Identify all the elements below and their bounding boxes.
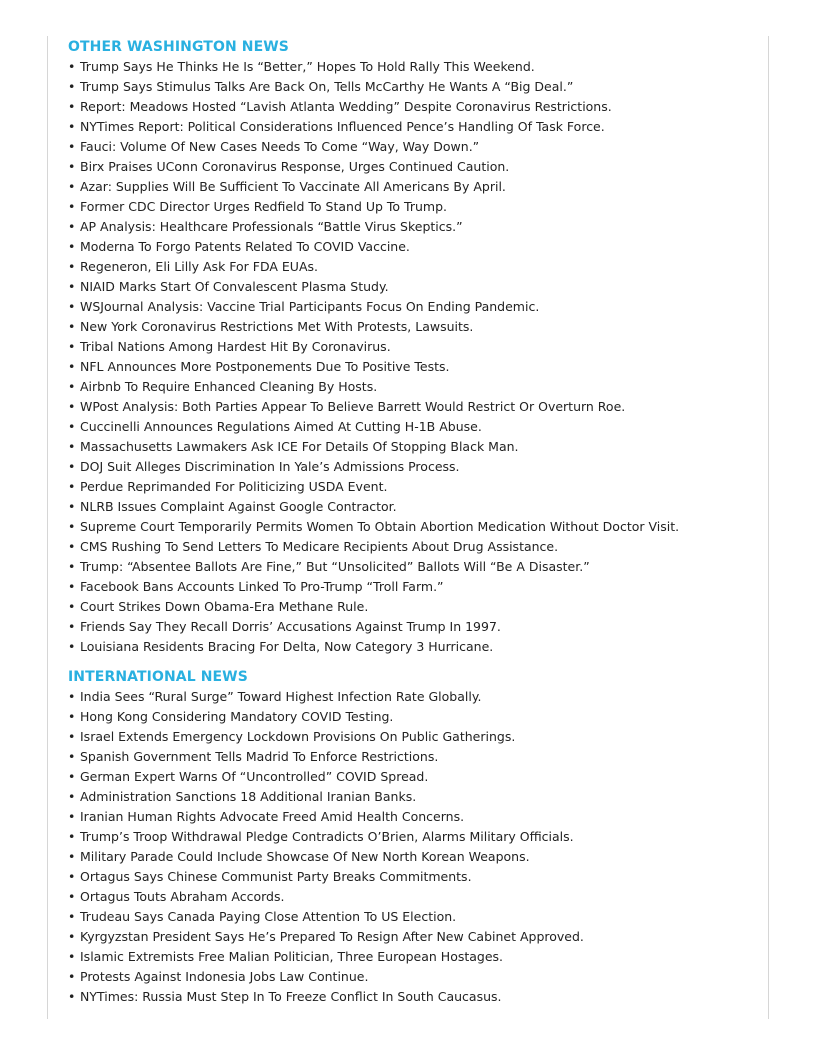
news-item-text: Friends Say They Recall Dorris’ Accusations Against Trump In 1997. [80, 619, 501, 634]
news-item-text: Airbnb To Require Enhanced Cleaning By Hosts. [80, 379, 378, 394]
news-item [68, 477, 763, 497]
news-item [68, 497, 763, 517]
news-item [68, 767, 763, 787]
bullet-icon: • [68, 279, 76, 294]
news-item [68, 97, 763, 117]
news-item-text: Ortagus Touts Abraham Accords. [80, 889, 285, 904]
news-content [68, 37, 763, 1007]
news-item-text: NFL Announces More Postponements Due To Positive Tests. [80, 359, 450, 374]
news-item [68, 637, 763, 657]
news-item [68, 927, 763, 947]
bullet-icon: • [68, 419, 76, 434]
news-item [68, 297, 763, 317]
news-item [68, 967, 763, 987]
bullet-icon: • [68, 889, 76, 904]
international-news-list [68, 687, 763, 1007]
news-item [68, 887, 763, 907]
bullet-icon: • [68, 79, 76, 94]
news-item-text: Military Parade Could Include Showcase Of New North Korean Weapons. [80, 849, 530, 864]
bullet-icon: • [68, 539, 76, 554]
bullet-icon: • [68, 199, 76, 214]
news-item [68, 537, 763, 557]
news-item [68, 157, 763, 177]
bullet-icon: • [68, 439, 76, 454]
bullet-icon: • [68, 159, 76, 174]
news-item-text: Trudeau Says Canada Paying Close Attention To US Election. [80, 909, 457, 924]
news-item [68, 687, 763, 707]
bullet-icon: • [68, 479, 76, 494]
news-item [68, 457, 763, 477]
bullet-icon: • [68, 519, 76, 534]
news-item [68, 137, 763, 157]
news-item-text: Trump: “Absentee Ballots Are Fine,” But “Unsolicited” Ballots Will “Be A Disaster.” [80, 559, 590, 574]
bullet-icon: • [68, 239, 76, 254]
news-item [68, 947, 763, 967]
bullet-icon: • [68, 219, 76, 234]
bullet-icon: • [68, 99, 76, 114]
news-item-text: Perdue Reprimanded For Politicizing USDA Event. [80, 479, 388, 494]
right-margin-rule [768, 36, 769, 1019]
news-item-text: New York Coronavirus Restrictions Met With Protests, Lawsuits. [80, 319, 474, 334]
news-item-text: WSJournal Analysis: Vaccine Trial Participants Focus On Ending Pandemic. [80, 299, 540, 314]
news-item [68, 597, 763, 617]
bullet-icon: • [68, 969, 76, 984]
news-item-text: India Sees “Rural Surge” Toward Highest Infection Rate Globally. [80, 689, 482, 704]
news-item-text: Iranian Human Rights Advocate Freed Amid Health Concerns. [80, 809, 465, 824]
news-item-text: Regeneron, Eli Lilly Ask For FDA EUAs. [80, 259, 318, 274]
news-item [68, 787, 763, 807]
news-item-text: Administration Sanctions 18 Additional Iranian Banks. [80, 789, 417, 804]
news-item-text: AP Analysis: Healthcare Professionals “Battle Virus Skeptics.” [80, 219, 463, 234]
news-item-text: Report: Meadows Hosted “Lavish Atlanta Wedding” Despite Coronavirus Restrictions. [80, 99, 612, 114]
news-item [68, 987, 763, 1007]
news-item-text: Supreme Court Temporarily Permits Women To Obtain Abortion Medication Without Doctor Visit. [80, 519, 680, 534]
bullet-icon: • [68, 339, 76, 354]
news-item-text: Facebook Bans Accounts Linked To Pro-Trump “Troll Farm.” [80, 579, 444, 594]
bullet-icon: • [68, 59, 76, 74]
news-item [68, 177, 763, 197]
section-title-international: INTERNATIONAL NEWS [68, 669, 248, 685]
bullet-icon: • [68, 789, 76, 804]
news-item [68, 437, 763, 457]
news-item-text: NYTimes: Russia Must Step In To Freeze Conflict In South Caucasus. [80, 989, 502, 1004]
bullet-icon: • [68, 379, 76, 394]
news-item [68, 117, 763, 137]
news-item [68, 617, 763, 637]
news-item-text: Kyrgyzstan President Says He’s Prepared To Resign After New Cabinet Approved. [80, 929, 584, 944]
news-item [68, 557, 763, 577]
bullet-icon: • [68, 949, 76, 964]
news-item-text: Trump’s Troop Withdrawal Pledge Contradicts O’Brien, Alarms Military Officials. [80, 829, 574, 844]
news-item-text: Massachusetts Lawmakers Ask ICE For Details Of Stopping Black Man. [80, 439, 519, 454]
bullet-icon: • [68, 179, 76, 194]
news-item-text: Islamic Extremists Free Malian Politician, Three European Hostages. [80, 949, 504, 964]
bullet-icon: • [68, 259, 76, 274]
news-item [68, 827, 763, 847]
news-item [68, 517, 763, 537]
news-item [68, 377, 763, 397]
news-item-text: Cuccinelli Announces Regulations Aimed At Cutting H-1B Abuse. [80, 419, 482, 434]
news-item [68, 257, 763, 277]
news-item-text: Azar: Supplies Will Be Sufficient To Vaccinate All Americans By April. [80, 179, 506, 194]
bullet-icon: • [68, 869, 76, 884]
bullet-icon: • [68, 689, 76, 704]
news-item-text: Israel Extends Emergency Lockdown Provisions On Public Gatherings. [80, 729, 516, 744]
news-item [68, 357, 763, 377]
news-item [68, 867, 763, 887]
news-item [68, 277, 763, 297]
bullet-icon: • [68, 459, 76, 474]
bullet-icon: • [68, 769, 76, 784]
news-item [68, 317, 763, 337]
bullet-icon: • [68, 809, 76, 824]
bullet-icon: • [68, 319, 76, 334]
bullet-icon: • [68, 599, 76, 614]
news-item-text: NIAID Marks Start Of Convalescent Plasma Study. [80, 279, 389, 294]
news-item [68, 807, 763, 827]
bullet-icon: • [68, 399, 76, 414]
bullet-icon: • [68, 359, 76, 374]
bullet-icon: • [68, 139, 76, 154]
bullet-icon: • [68, 579, 76, 594]
news-item [68, 397, 763, 417]
bullet-icon: • [68, 559, 76, 574]
news-item-text: Tribal Nations Among Hardest Hit By Coronavirus. [80, 339, 391, 354]
news-item-text: Hong Kong Considering Mandatory COVID Testing. [80, 709, 394, 724]
news-item-text: WPost Analysis: Both Parties Appear To Believe Barrett Would Restrict Or Overturn Roe. [80, 399, 626, 414]
news-item [68, 337, 763, 357]
news-item [68, 577, 763, 597]
bullet-icon: • [68, 729, 76, 744]
news-item [68, 707, 763, 727]
bullet-icon: • [68, 929, 76, 944]
bullet-icon: • [68, 299, 76, 314]
news-item-text: Trump Says He Thinks He Is “Better,” Hopes To Hold Rally This Weekend. [80, 59, 535, 74]
bullet-icon: • [68, 639, 76, 654]
news-item [68, 77, 763, 97]
bullet-icon: • [68, 909, 76, 924]
news-item [68, 907, 763, 927]
washington-news-list [68, 57, 763, 657]
news-item-text: Protests Against Indonesia Jobs Law Continue. [80, 969, 369, 984]
news-item-text: Former CDC Director Urges Redfield To Stand Up To Trump. [80, 199, 447, 214]
news-item-text: CMS Rushing To Send Letters To Medicare Recipients About Drug Assistance. [80, 539, 559, 554]
news-item-text: DOJ Suit Alleges Discrimination In Yale’s Admissions Process. [80, 459, 460, 474]
news-item-text: NYTimes Report: Political Considerations Influenced Pence’s Handling Of Task Force. [80, 119, 605, 134]
bullet-icon: • [68, 749, 76, 764]
news-item-text: NLRB Issues Complaint Against Google Contractor. [80, 499, 397, 514]
news-item [68, 747, 763, 767]
bullet-icon: • [68, 119, 76, 134]
news-item-text: Spanish Government Tells Madrid To Enforce Restrictions. [80, 749, 439, 764]
news-item [68, 417, 763, 437]
news-item-text: Fauci: Volume Of New Cases Needs To Come “Way, Way Down.” [80, 139, 480, 154]
news-item [68, 197, 763, 217]
news-item [68, 847, 763, 867]
news-item-text: Louisiana Residents Bracing For Delta, Now Category 3 Hurricane. [80, 639, 494, 654]
bullet-icon: • [68, 829, 76, 844]
bullet-icon: • [68, 619, 76, 634]
news-item-text: Trump Says Stimulus Talks Are Back On, Tells McCarthy He Wants A “Big Deal.” [80, 79, 574, 94]
news-item [68, 237, 763, 257]
news-item-text: Court Strikes Down Obama-Era Methane Rule. [80, 599, 369, 614]
news-item-text: German Expert Warns Of “Uncontrolled” COVID Spread. [80, 769, 429, 784]
news-item [68, 727, 763, 747]
news-item [68, 57, 763, 77]
news-item [68, 217, 763, 237]
bullet-icon: • [68, 709, 76, 724]
news-item-text: Birx Praises UConn Coronavirus Response, Urges Continued Caution. [80, 159, 510, 174]
bullet-icon: • [68, 989, 76, 1004]
left-margin-rule [47, 36, 48, 1019]
bullet-icon: • [68, 499, 76, 514]
news-item-text: Moderna To Forgo Patents Related To COVID Vaccine. [80, 239, 410, 254]
bullet-icon: • [68, 849, 76, 864]
section-title-washington: OTHER WASHINGTON NEWS [68, 39, 289, 55]
news-item-text: Ortagus Says Chinese Communist Party Breaks Commitments. [80, 869, 472, 884]
